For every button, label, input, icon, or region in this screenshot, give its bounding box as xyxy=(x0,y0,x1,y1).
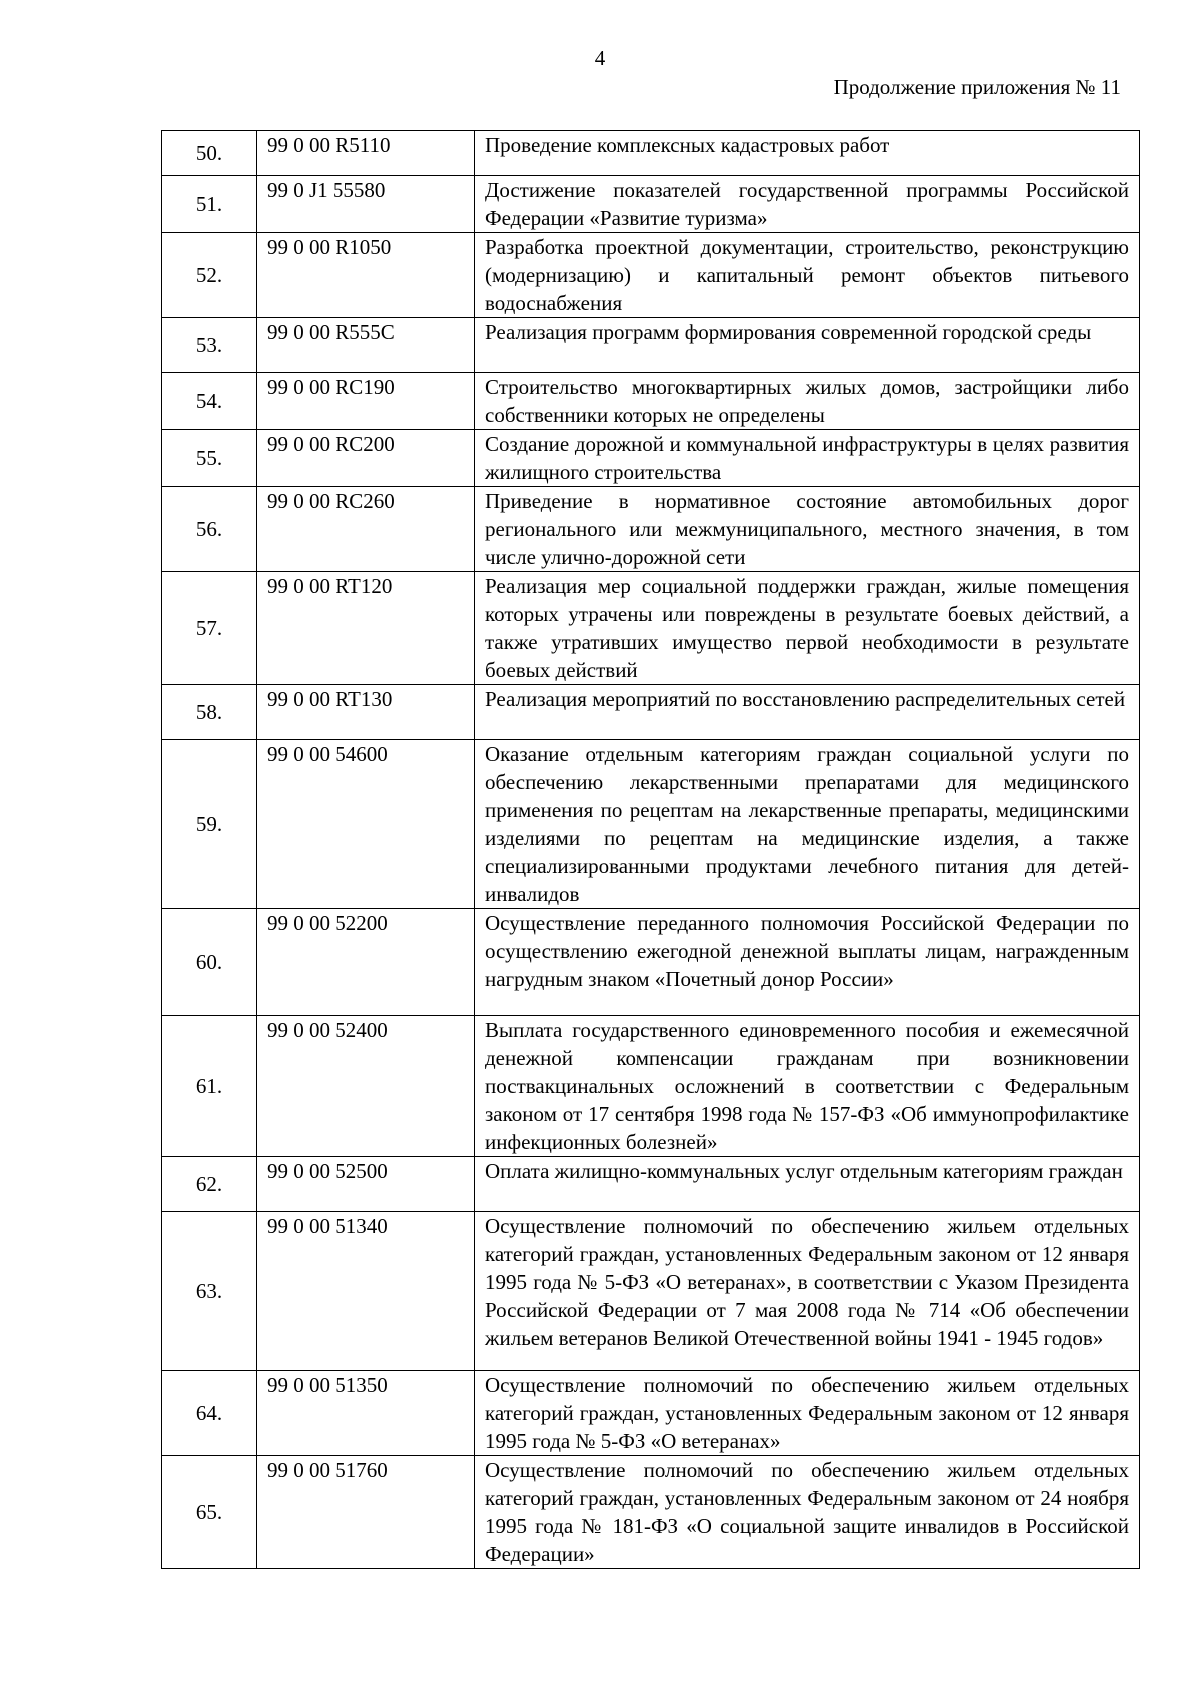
budget-code: 99 0 00 52400 xyxy=(257,1016,475,1157)
budget-code: 99 0 00 R5110 xyxy=(257,131,475,176)
budget-code: 99 0 00 52200 xyxy=(257,909,475,1016)
row-number: 59. xyxy=(162,740,257,909)
row-number: 61. xyxy=(162,1016,257,1157)
table-row xyxy=(162,318,1140,373)
description: Осуществление полномочий по обеспечению жильем отдельных категорий граждан, установленных Федеральным законом от 12 января 1995 года № 5-ФЗ «О ветеранах», в соответствии с Указом Президента Российской Федерации от 7 мая 2008 года № 714 «Об обеспечении жильем ветеранов Великой Отечественной войны 1941 - 1945 годов» xyxy=(475,1212,1140,1371)
row-number: 62. xyxy=(162,1157,257,1212)
row-number: 64. xyxy=(162,1371,257,1456)
row-number: 63. xyxy=(162,1212,257,1371)
table-row xyxy=(162,685,1140,740)
budget-code: 99 0 00 52500 xyxy=(257,1157,475,1212)
table-row xyxy=(162,176,1140,233)
table-row xyxy=(162,487,1140,572)
budget-code: 99 0 00 RC190 xyxy=(257,373,475,430)
description: Осуществление полномочий по обеспечению жильем отдельных категорий граждан, установленных Федеральным законом от 12 января 1995 года № 5-ФЗ «О ветеранах» xyxy=(475,1371,1140,1456)
table-row xyxy=(162,430,1140,487)
description: Строительство многоквартирных жилых домов, застройщики либо собственники которых не определены xyxy=(475,373,1140,430)
budget-code: 99 0 J1 55580 xyxy=(257,176,475,233)
table-row xyxy=(162,740,1140,909)
row-number: 58. xyxy=(162,685,257,740)
description: Осуществление переданного полномочия Российской Федерации по осуществлению ежегодной денежной выплаты лицам, награжденным нагрудным знаком «Почетный донор России» xyxy=(475,909,1140,1016)
row-number: 50. xyxy=(162,131,257,176)
table-row xyxy=(162,1456,1140,1569)
budget-code: 99 0 00 51760 xyxy=(257,1456,475,1569)
row-number: 55. xyxy=(162,430,257,487)
description: Реализация мер социальной поддержки граждан, жилые помещения которых утрачены или повреждены в результате боевых действий, а также утративших имущество первой необходимости в результате боевых действий xyxy=(475,572,1140,685)
description: Реализация программ формирования современной городской среды xyxy=(475,318,1140,373)
table-row xyxy=(162,1212,1140,1371)
description: Выплата государственного единовременного пособия и ежемесячной денежной компенсации гражданам при возникновении поствакцинальных осложнений в соответствии с Федеральным законом от 17 сентября 1998 года № 157-ФЗ «Об иммунопрофилактике инфекционных болезней» xyxy=(475,1016,1140,1157)
table-row xyxy=(162,131,1140,176)
row-number: 60. xyxy=(162,909,257,1016)
table-row xyxy=(162,909,1140,1016)
budget-code: 99 0 00 51350 xyxy=(257,1371,475,1456)
row-number: 52. xyxy=(162,233,257,318)
continuation-title: Продолжение приложения № 11 xyxy=(833,75,1121,99)
table-row xyxy=(162,1371,1140,1456)
budget-code: 99 0 00 54600 xyxy=(257,740,475,909)
table-row xyxy=(162,1157,1140,1212)
budget-code: 99 0 00 RC200 xyxy=(257,430,475,487)
row-number: 51. xyxy=(162,176,257,233)
page-number: 4 xyxy=(594,46,606,70)
description: Оплата жилищно-коммунальных услуг отдельным категориям граждан xyxy=(475,1157,1140,1212)
row-number: 54. xyxy=(162,373,257,430)
table-row xyxy=(162,1016,1140,1157)
row-number: 57. xyxy=(162,572,257,685)
budget-code: 99 0 00 RT130 xyxy=(257,685,475,740)
description: Достижение показателей государственной программы Российской Федерации «Развитие туризма» xyxy=(475,176,1140,233)
description: Создание дорожной и коммунальной инфраструктуры в целях развития жилищного строительства xyxy=(475,430,1140,487)
budget-code: 99 0 00 RT120 xyxy=(257,572,475,685)
description: Разработка проектной документации, строительство, реконструкцию (модернизацию) и капитальный ремонт объектов питьевого водоснабжения xyxy=(475,233,1140,318)
description: Приведение в нормативное состояние автомобильных дорог регионального или межмуниципального, местного значения, в том числе улично-дорожной сети xyxy=(475,487,1140,572)
row-number: 56. xyxy=(162,487,257,572)
budget-code: 99 0 00 R1050 xyxy=(257,233,475,318)
row-number: 53. xyxy=(162,318,257,373)
table-body xyxy=(162,131,1140,1569)
budget-code: 99 0 00 RC260 xyxy=(257,487,475,572)
budget-code: 99 0 00 51340 xyxy=(257,1212,475,1371)
table-row xyxy=(162,233,1140,318)
row-number: 65. xyxy=(162,1456,257,1569)
description: Оказание отдельным категориям граждан социальной услуги по обеспечению лекарственными препаратами для медицинского применения по рецептам на лекарственные препараты, медицинскими изделиями по рецептам на медицинские изделия, а также специализированными продуктами лечебного питания для детей-инвалидов xyxy=(475,740,1140,909)
budget-code: 99 0 00 R555C xyxy=(257,318,475,373)
description: Реализация мероприятий по восстановлению распределительных сетей xyxy=(475,685,1140,740)
table-row xyxy=(162,572,1140,685)
budget-codes-table xyxy=(161,130,1140,1569)
description: Осуществление полномочий по обеспечению жильем отдельных категорий граждан, установленных Федеральным законом от 24 ноября 1995 года № 181-ФЗ «О социальной защите инвалидов в Российской Федерации» xyxy=(475,1456,1140,1569)
description: Проведение комплексных кадастровых работ xyxy=(475,131,1140,176)
table-row xyxy=(162,373,1140,430)
